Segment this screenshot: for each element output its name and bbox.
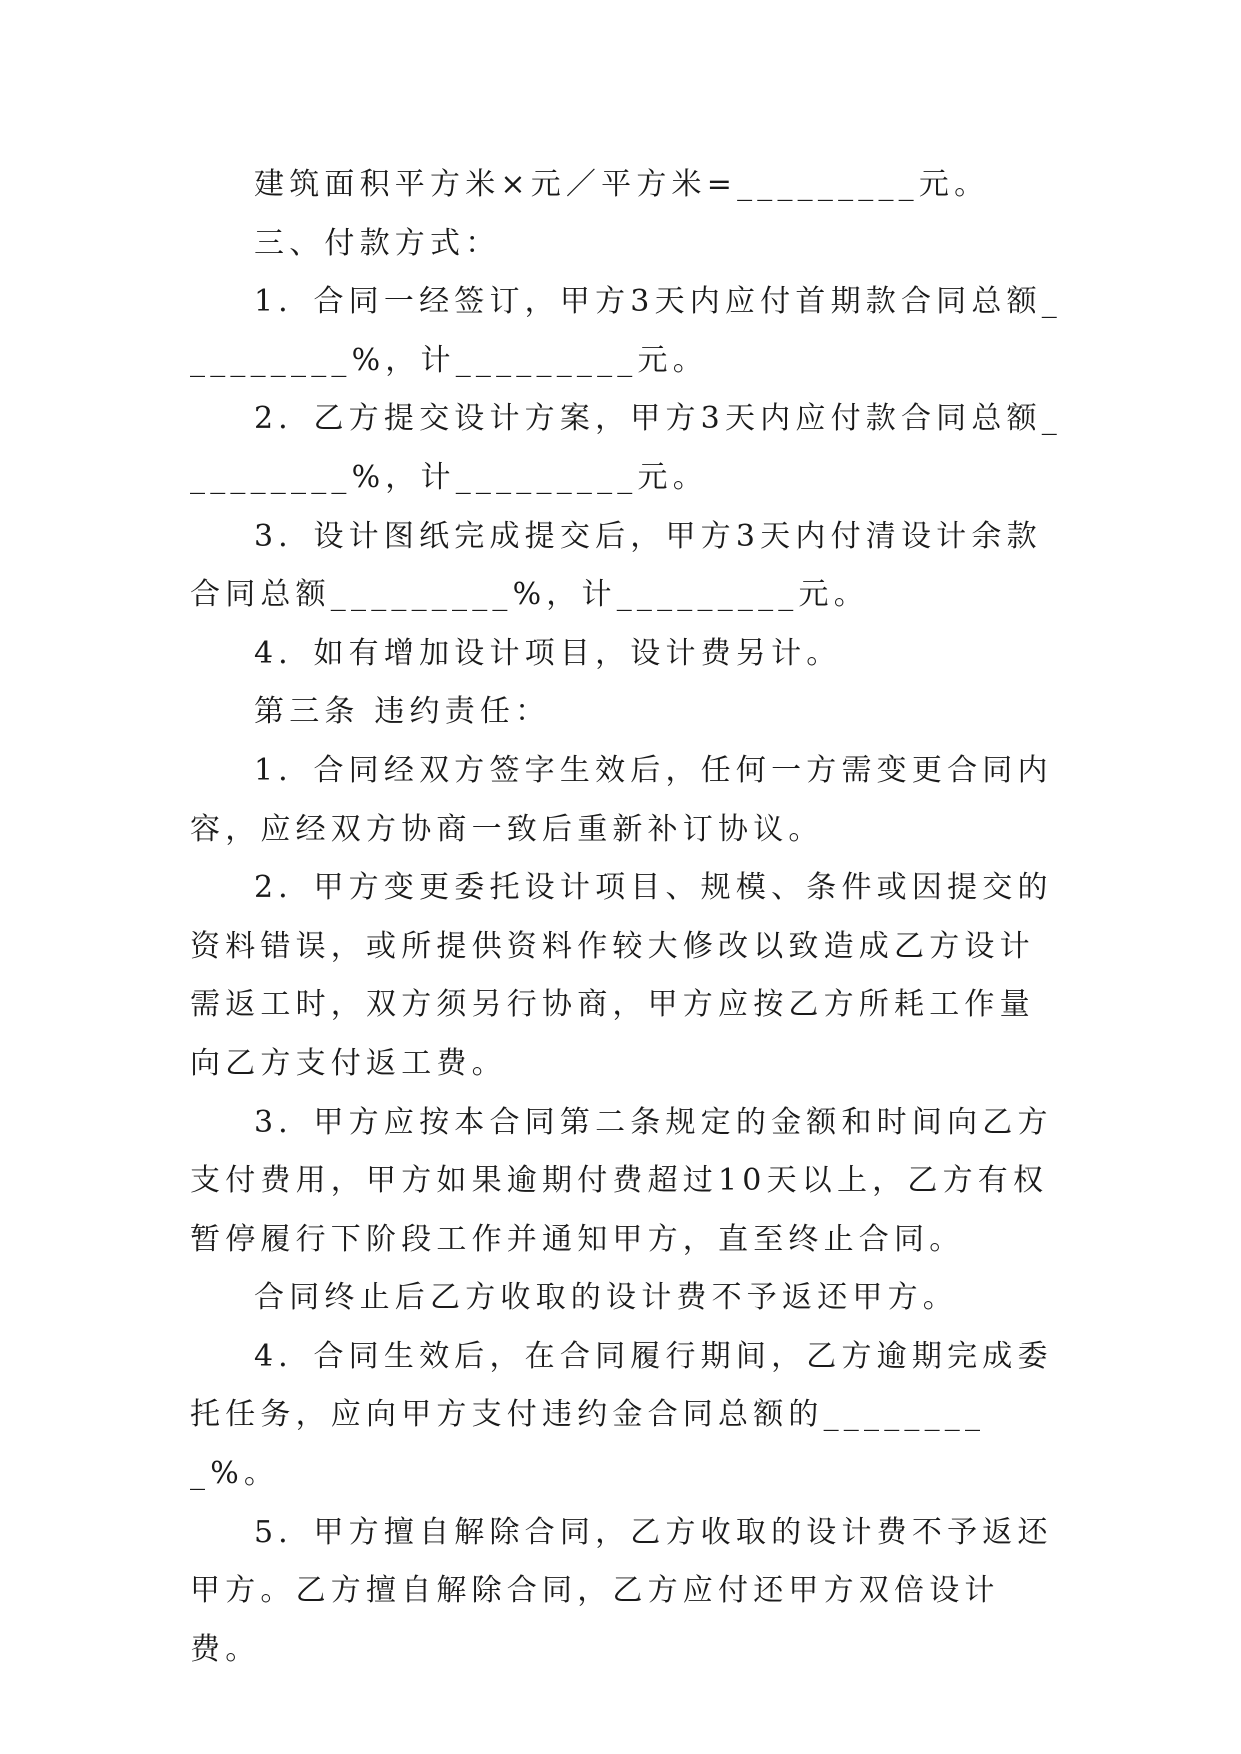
paragraph-breach-1: 1．合同经双方签字生效后，任何一方需变更合同内容，应经双方协商一致后重新补订协议。	[190, 752, 1053, 847]
paragraph-payment-4: 4．如有增加设计项目，设计费另计。	[254, 635, 842, 671]
paragraph-breach-3-note: 合同终止后乙方收取的设计费不予返还甲方。	[254, 1280, 958, 1316]
heading-article-3-breach: 第三条 违约责任：	[254, 694, 551, 730]
paragraph-payment-1: 1．合同一经签订，甲方3天内应付首期款合同总额_________%，计_________元。	[190, 284, 1062, 378]
document-body	[190, 156, 1065, 1679]
paragraph-payment-3: 3．设计图纸完成提交后，甲方3天内付清设计余款合同总额_________%，计_________元。	[190, 518, 1042, 613]
paragraph-breach-5: 5．甲方擅自解除合同，乙方收取的设计费不予返还甲方。乙方擅自解除合同，乙方应付还甲方双倍设计费。	[190, 1514, 1053, 1667]
paragraph-area-fee: 建筑面积平方米×元／平方米=_________元。	[254, 167, 990, 202]
paragraph-breach-4: 4．合同生效后，在合同履行期间，乙方逾期完成委托任务，应向甲方支付违约金合同总额的_________%。	[190, 1338, 1053, 1492]
paragraph-payment-2: 2．乙方提交设计方案，甲方3天内应付款合同总额_________%，计_________元。	[190, 401, 1062, 495]
heading-payment-method: 三、付款方式：	[254, 225, 501, 261]
paragraph-breach-2: 2．甲方变更委托设计项目、规模、条件或因提交的资料错误，或所提供资料作较大修改以致造成乙方设计需返工时，双方须另行协商，甲方应按乙方所耗工作量向乙方支付返工费。	[190, 870, 1053, 1081]
paragraph-breach-3: 3．甲方应按本合同第二条规定的金额和时间向乙方支付费用，甲方如果逾期付费超过10天以上，乙方有权暂停履行下阶段工作并通知甲方，直至终止合同。	[190, 1104, 1053, 1257]
